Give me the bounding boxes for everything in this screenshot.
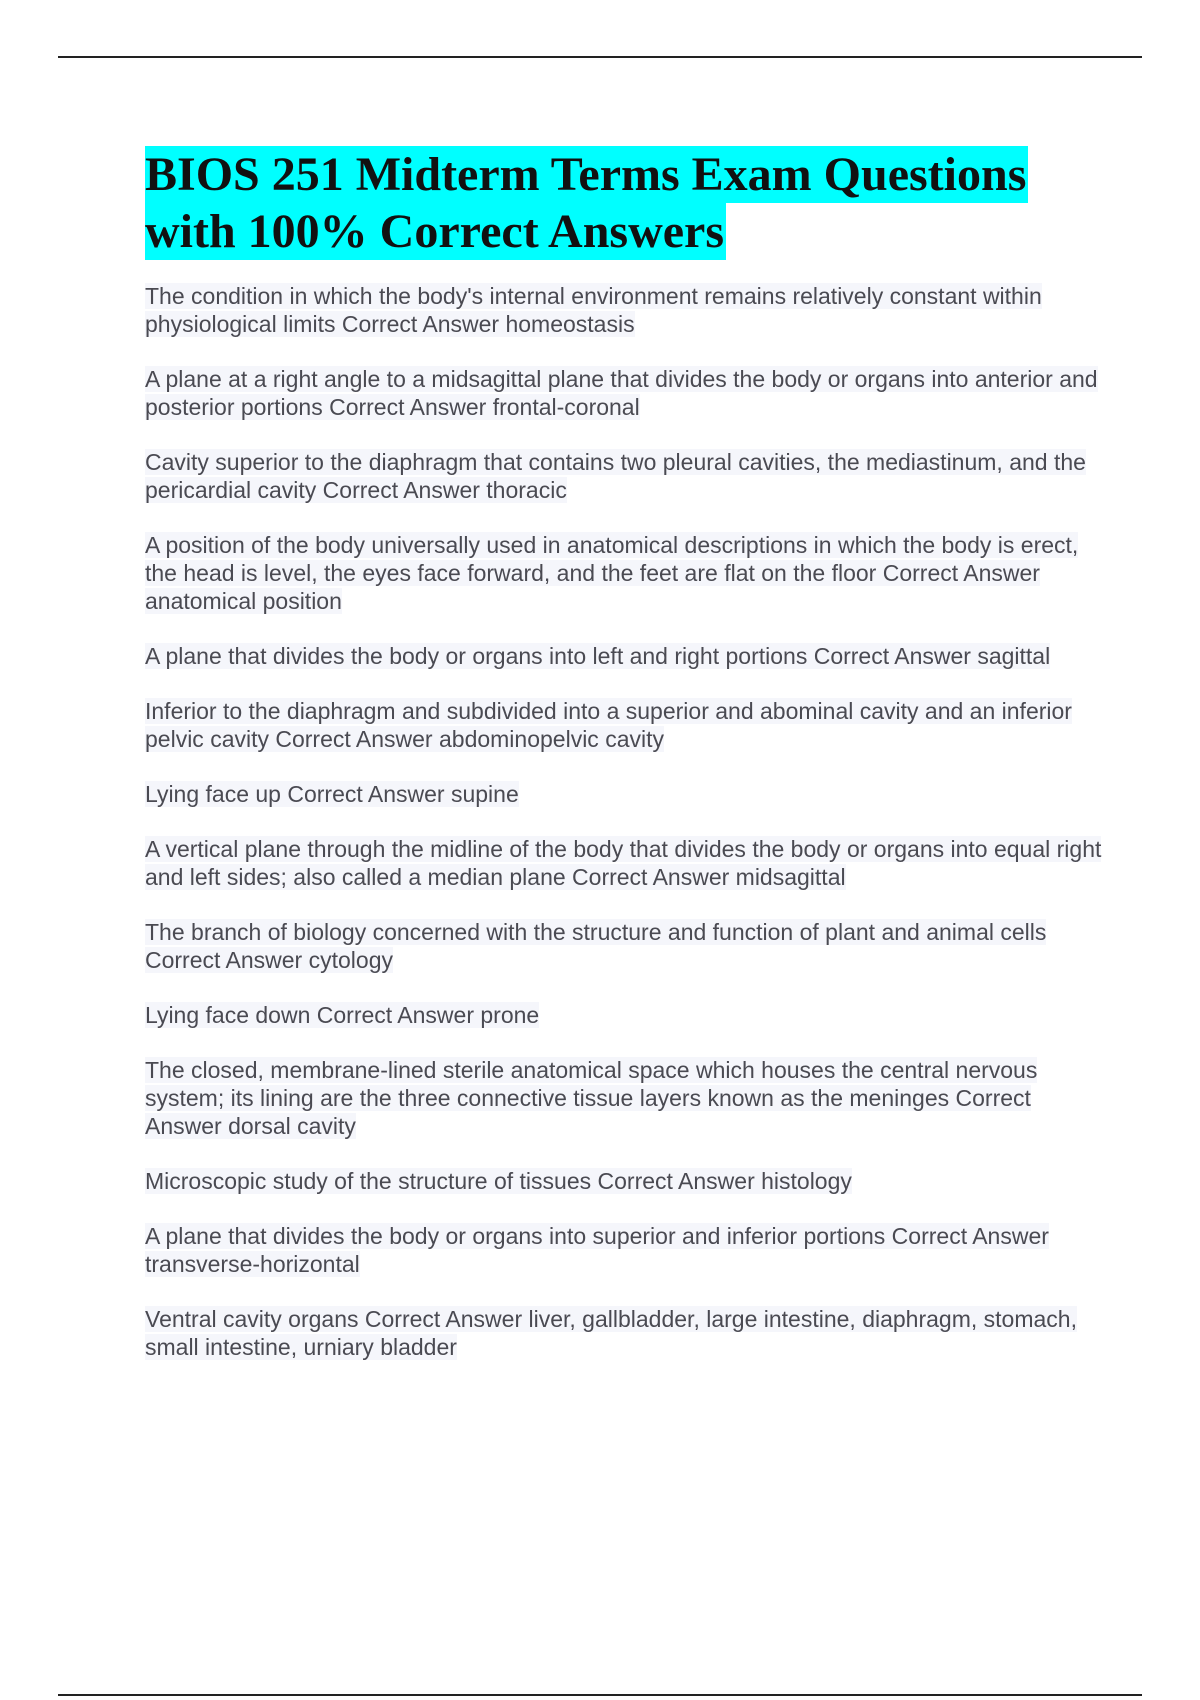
qa-item: The condition in which the body's internal environment remains relatively constant within physiological limits Correct Answer homeostasis [145, 283, 1042, 337]
qa-item: Lying face down Correct Answer prone [145, 1002, 540, 1028]
qa-list [145, 282, 1105, 1361]
qa-item: Microscopic study of the structure of tissues Correct Answer histology [145, 1168, 852, 1194]
qa-item: Lying face up Correct Answer supine [145, 781, 519, 807]
qa-item: A plane that divides the body or organs into left and right portions Correct Answer sagittal [145, 643, 1051, 669]
qa-item: The branch of biology concerned with the structure and function of plant and animal cells Correct Answer cytology [145, 919, 1047, 973]
document-body [145, 146, 1105, 1388]
qa-item: Ventral cavity organs Correct Answer liver, gallbladder, large intestine, diaphragm, stomach, small intestine, urniary bladder [145, 1306, 1077, 1360]
qa-item: Inferior to the diaphragm and subdivided into a superior and abominal cavity and an inferior pelvic cavity Correct Answer abdominopelvic cavity [145, 698, 1072, 752]
top-divider [58, 56, 1142, 58]
qa-item: A plane that divides the body or organs into superior and inferior portions Correct Answer transverse-horizontal [145, 1223, 1049, 1277]
qa-item: A plane at a right angle to a midsagittal plane that divides the body or organs into anterior and posterior portions Correct Answer frontal-coronal [145, 366, 1098, 420]
qa-item: A vertical plane through the midline of the body that divides the body or organs into equal right and left sides; also called a median plane Correct Answer midsagittal [145, 836, 1102, 890]
bottom-divider [58, 1694, 1142, 1696]
title-line-1: BIOS 251 Midterm Terms Exam Questions [145, 148, 1027, 201]
document-title [145, 146, 1105, 260]
title-line-2: with 100% Correct Answers [145, 205, 725, 258]
qa-item: The closed, membrane-lined sterile anatomical space which houses the central nervous system; its lining are the three connective tissue layers known as the meninges Correct Answer dorsal cavity [145, 1057, 1038, 1139]
qa-item: Cavity superior to the diaphragm that contains two pleural cavities, the mediastinum, and the pericardial cavity Correct Answer thoracic [145, 449, 1086, 503]
qa-item: A position of the body universally used in anatomical descriptions in which the body is erect, the head is level, the eyes face forward, and the feet are flat on the floor Correct Answer anatomical position [145, 532, 1079, 614]
